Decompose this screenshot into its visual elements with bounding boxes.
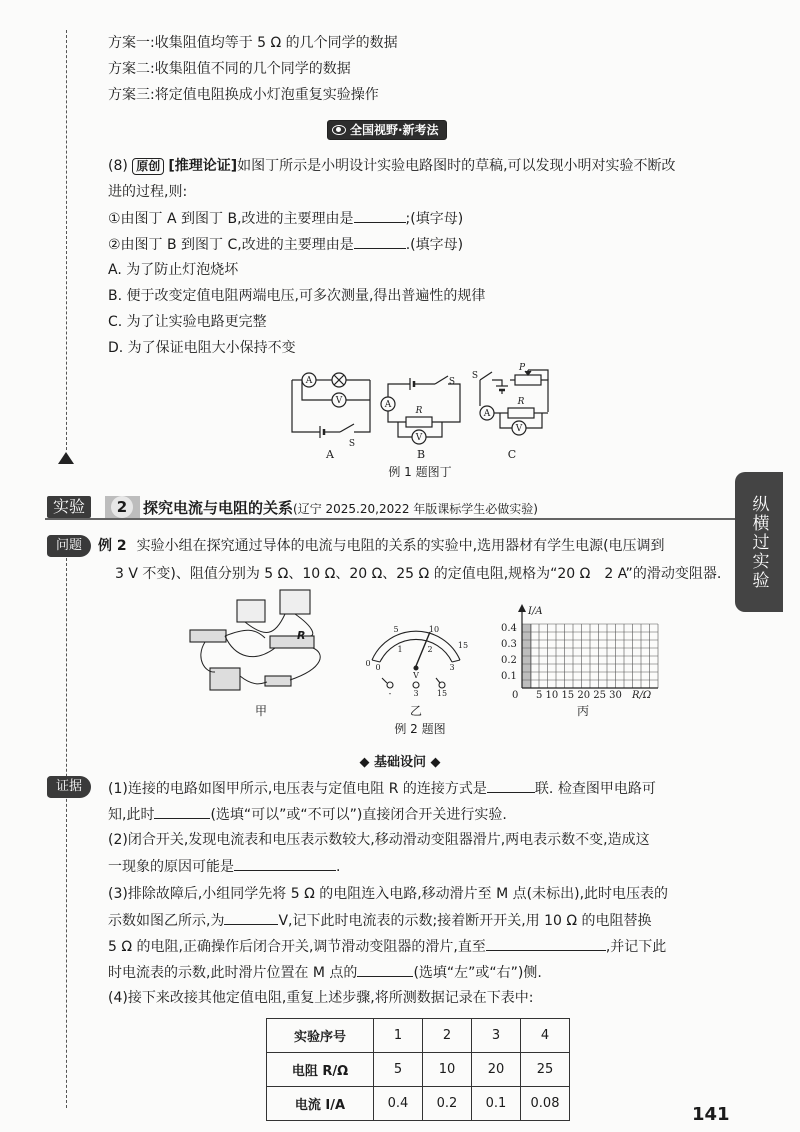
option-d: D. 为了保证电阻大小保持不变 bbox=[108, 340, 296, 356]
label-bing: 丙 bbox=[577, 704, 590, 718]
label-a: A bbox=[326, 448, 334, 461]
dial-top-5: 5 bbox=[393, 625, 399, 634]
xticks: 5 10 15 20 25 30 bbox=[536, 690, 622, 700]
q1-line2 bbox=[108, 804, 507, 825]
table-cell: 2 bbox=[423, 1019, 472, 1053]
label-b: B bbox=[416, 448, 426, 461]
answer-blank-q1-2[interactable] bbox=[154, 804, 210, 819]
switch-label-b: S bbox=[448, 377, 456, 387]
terminal-neg: - bbox=[388, 689, 392, 698]
table-row bbox=[267, 1087, 570, 1121]
option-c: C. 为了让实验电路更完整 bbox=[108, 314, 267, 330]
jia-resistor-label: R bbox=[297, 629, 306, 642]
slider-label-c: P bbox=[518, 363, 526, 373]
q4-line1: (4)接下来改接其他定值电阻,重复上述步骤,将所测数据记录在下表中: bbox=[108, 990, 534, 1006]
section-subtitle: (辽宁 2025.20,2022 年版课标学生必做实验) bbox=[293, 502, 538, 516]
ammeter-symbol-c: A bbox=[483, 409, 491, 419]
q3-l2-text: 示数如图乙所示,为 bbox=[108, 913, 225, 929]
figure2-caption: 例 2 题图 bbox=[394, 722, 446, 736]
scheme-3: 方案三:将定值电阻换成小灯泡重复实验操作 bbox=[108, 87, 379, 103]
side-tab[interactable]: 纵横过实验 bbox=[735, 472, 783, 612]
q3-l3-post: ,并记下此 bbox=[605, 939, 667, 955]
q8-sub1-text: ①由图丁 A 到图丁 B,改进的主要理由是 bbox=[108, 211, 354, 227]
terminal-3: 3 bbox=[413, 689, 419, 698]
apparatus-figure-jia bbox=[185, 588, 335, 698]
circuit-figure-ding bbox=[280, 362, 560, 477]
q3-line3 bbox=[108, 936, 666, 957]
table-cell: 4 bbox=[521, 1019, 570, 1053]
q2-line1: (2)闭合开关,发现电流表和电压表示数较大,移动滑动变阻器滑片,两电表示数不变,造成这 bbox=[108, 832, 650, 848]
switch-label-c: S bbox=[471, 371, 479, 381]
scheme-2: 方案二:收集阻值不同的几个同学的数据 bbox=[108, 61, 351, 77]
answer-blank-q8-1[interactable] bbox=[354, 208, 406, 223]
q8-text1: 如图丁所示是小明设计实验电路图时的草稿,可以发现小明对实验不断改 bbox=[237, 158, 676, 174]
table-row bbox=[267, 1019, 570, 1053]
circuit-c bbox=[480, 370, 548, 435]
grid-xlabel: R/Ω bbox=[632, 690, 652, 700]
page-number: 141 bbox=[692, 1104, 730, 1125]
evidence-tag: 证据 bbox=[47, 776, 91, 798]
row-head-resistance: 电阻 R/Ω bbox=[267, 1053, 374, 1087]
ytick-0-2: 0.2 bbox=[501, 655, 517, 666]
terminal-15: 15 bbox=[436, 689, 448, 698]
voltmeter-dial-yi bbox=[360, 620, 470, 700]
table-cell: 20 bbox=[472, 1053, 521, 1087]
answer-blank-q3-3[interactable] bbox=[357, 962, 413, 977]
q8-number: (8) bbox=[108, 158, 128, 174]
section-box: 实验 bbox=[47, 496, 91, 518]
label-jia: 甲 bbox=[255, 704, 268, 718]
dial-bottom-3: 3 bbox=[449, 663, 455, 672]
ex2-line2: 3 V 不变)、阻值分别为 5 Ω、10 Ω、20 Ω、25 Ω 的定值电阻,规格为“20 Ω 2 A”的滑动变阻器. bbox=[115, 566, 722, 582]
q2-l2-end: . bbox=[336, 859, 341, 875]
section-header bbox=[45, 494, 735, 520]
q1-text-post: 联. 检查图甲电路可 bbox=[534, 781, 656, 797]
answer-blank-q3-1[interactable] bbox=[224, 910, 278, 925]
q8-sub2-hint: .(填字母) bbox=[405, 237, 464, 253]
section-title bbox=[143, 497, 538, 518]
q1-l2-text: 知,此时 bbox=[108, 807, 155, 823]
row-head-current: 电流 I/A bbox=[267, 1087, 374, 1121]
q8-sub2-text: ②由图丁 B 到图丁 C,改进的主要理由是 bbox=[108, 237, 354, 253]
margin-guide-top bbox=[66, 30, 67, 450]
answer-blank-q8-2[interactable] bbox=[354, 234, 406, 249]
option-a: A. 为了防止灯泡烧坏 bbox=[108, 262, 239, 278]
ytick-0: 0 bbox=[512, 690, 519, 700]
table-cell: 3 bbox=[472, 1019, 521, 1053]
ammeter-symbol-b: A bbox=[384, 400, 392, 410]
q8-tag: [推理论证] bbox=[168, 158, 238, 174]
banner-label: 全国视野·新考法 bbox=[350, 123, 439, 137]
q3-l4-post: (选填“左”或“右”)侧. bbox=[413, 965, 542, 981]
dial-top-15: 15 bbox=[457, 641, 469, 650]
q2-l2-text: 一现象的原因可能是 bbox=[108, 859, 234, 875]
question-tag: 问题 bbox=[47, 535, 91, 557]
voltmeter-symbol-b: V bbox=[415, 433, 423, 443]
q3-line1: (3)排除故障后,小组同学先将 5 Ω 的电阻连入电路,移动滑片至 M 点(未标出),此时电压表的 bbox=[108, 886, 669, 902]
label-c: C bbox=[507, 448, 517, 461]
ytick-0-1: 0.1 bbox=[501, 671, 517, 682]
q1-text: (1)连接的电路如图甲所示,电压表与定值电阻 R 的连接方式是 bbox=[108, 781, 487, 797]
figure1-caption: 例 1 题图丁 bbox=[388, 465, 452, 479]
q8-sub1 bbox=[108, 208, 463, 229]
row-head-seq: 实验序号 bbox=[267, 1019, 374, 1053]
q2-line2 bbox=[108, 856, 340, 877]
voltmeter-symbol: V bbox=[335, 396, 343, 406]
margin-guide-bottom bbox=[66, 553, 67, 1108]
switch-label-a: S bbox=[348, 439, 356, 449]
dial-bottom-0: 0 bbox=[375, 663, 381, 672]
eye-icon bbox=[332, 125, 346, 135]
q3-l2-post: V,记下此时电流表的示数;接着断开开关,用 10 Ω 的电阻替换 bbox=[278, 913, 652, 929]
answer-blank-q2[interactable] bbox=[234, 856, 336, 871]
table-row bbox=[267, 1053, 570, 1087]
table-cell: 10 bbox=[423, 1053, 472, 1087]
table-cell: 0.1 bbox=[472, 1087, 521, 1121]
table-cell: 0.2 bbox=[423, 1087, 472, 1121]
q3-line4 bbox=[108, 962, 542, 983]
dial-bottom-1: 1 bbox=[397, 645, 403, 654]
q8-text2: 进的过程,则: bbox=[108, 184, 188, 200]
ytick-0-4: 0.4 bbox=[501, 623, 517, 634]
resistor-label-b: R bbox=[415, 406, 423, 416]
dial-bottom-2: 2 bbox=[427, 645, 433, 654]
resistor-label-c: R bbox=[517, 397, 525, 407]
q3-line2 bbox=[108, 910, 652, 931]
table-cell: 0.4 bbox=[374, 1087, 423, 1121]
circuit-a bbox=[292, 373, 370, 438]
ex2-text1: 实验小组在探究通过导体的电流与电阻的关系的实验中,选用器材有学生电源(电压调到 bbox=[136, 538, 665, 554]
dial-unit: V bbox=[413, 671, 419, 680]
dial-top-10: 10 bbox=[428, 625, 440, 634]
q1-l2-hint: (选填“可以”或“不可以”)直接闭合开关进行实验. bbox=[210, 807, 507, 823]
label-yi: 乙 bbox=[410, 704, 423, 718]
original-badge: 原创 bbox=[132, 158, 164, 175]
q8-line1 bbox=[108, 156, 676, 176]
table-cell: 5 bbox=[374, 1053, 423, 1087]
q3-l4-text: 时电流表的示数,此时滑片位置在 M 点的 bbox=[108, 965, 358, 981]
q8-sub2 bbox=[108, 234, 463, 255]
section-number: 2 bbox=[111, 496, 133, 518]
voltmeter-symbol-c: V bbox=[515, 424, 523, 434]
table-cell: 1 bbox=[374, 1019, 423, 1053]
q8-sub1-hint: ;(填字母) bbox=[405, 211, 464, 227]
grid-figure-bing bbox=[500, 600, 670, 700]
option-b: B. 便于改变定值电阻两端电压,可多次测量,得出普遍性的规律 bbox=[108, 288, 486, 304]
data-table bbox=[266, 1018, 570, 1121]
section-title-text: 探究电流与电阻的关系 bbox=[143, 499, 294, 517]
basic-questions-heading: ◆ 基础设问 ◆ bbox=[359, 755, 441, 770]
ex2-label: 例 2 bbox=[98, 538, 127, 554]
ex2-line1 bbox=[98, 536, 665, 556]
ammeter-symbol: A bbox=[305, 376, 313, 386]
banner-national bbox=[327, 120, 447, 140]
table-cell: 25 bbox=[521, 1053, 570, 1087]
q1-line1 bbox=[108, 778, 656, 799]
ytick-0-3: 0.3 bbox=[501, 639, 517, 650]
grid-ylabel: I/A bbox=[528, 606, 543, 617]
answer-blank-q1-1[interactable] bbox=[487, 778, 535, 793]
dial-top-0: 0 bbox=[365, 659, 371, 668]
table-cell: 0.08 bbox=[521, 1087, 570, 1121]
scheme-1: 方案一:收集阻值均等于 5 Ω 的几个同学的数据 bbox=[108, 35, 398, 51]
q3-l3-text: 5 Ω 的电阻,正确操作后闭合开关,调节滑动变阻器的滑片,直至 bbox=[108, 939, 486, 955]
answer-blank-q3-2[interactable] bbox=[486, 936, 606, 951]
